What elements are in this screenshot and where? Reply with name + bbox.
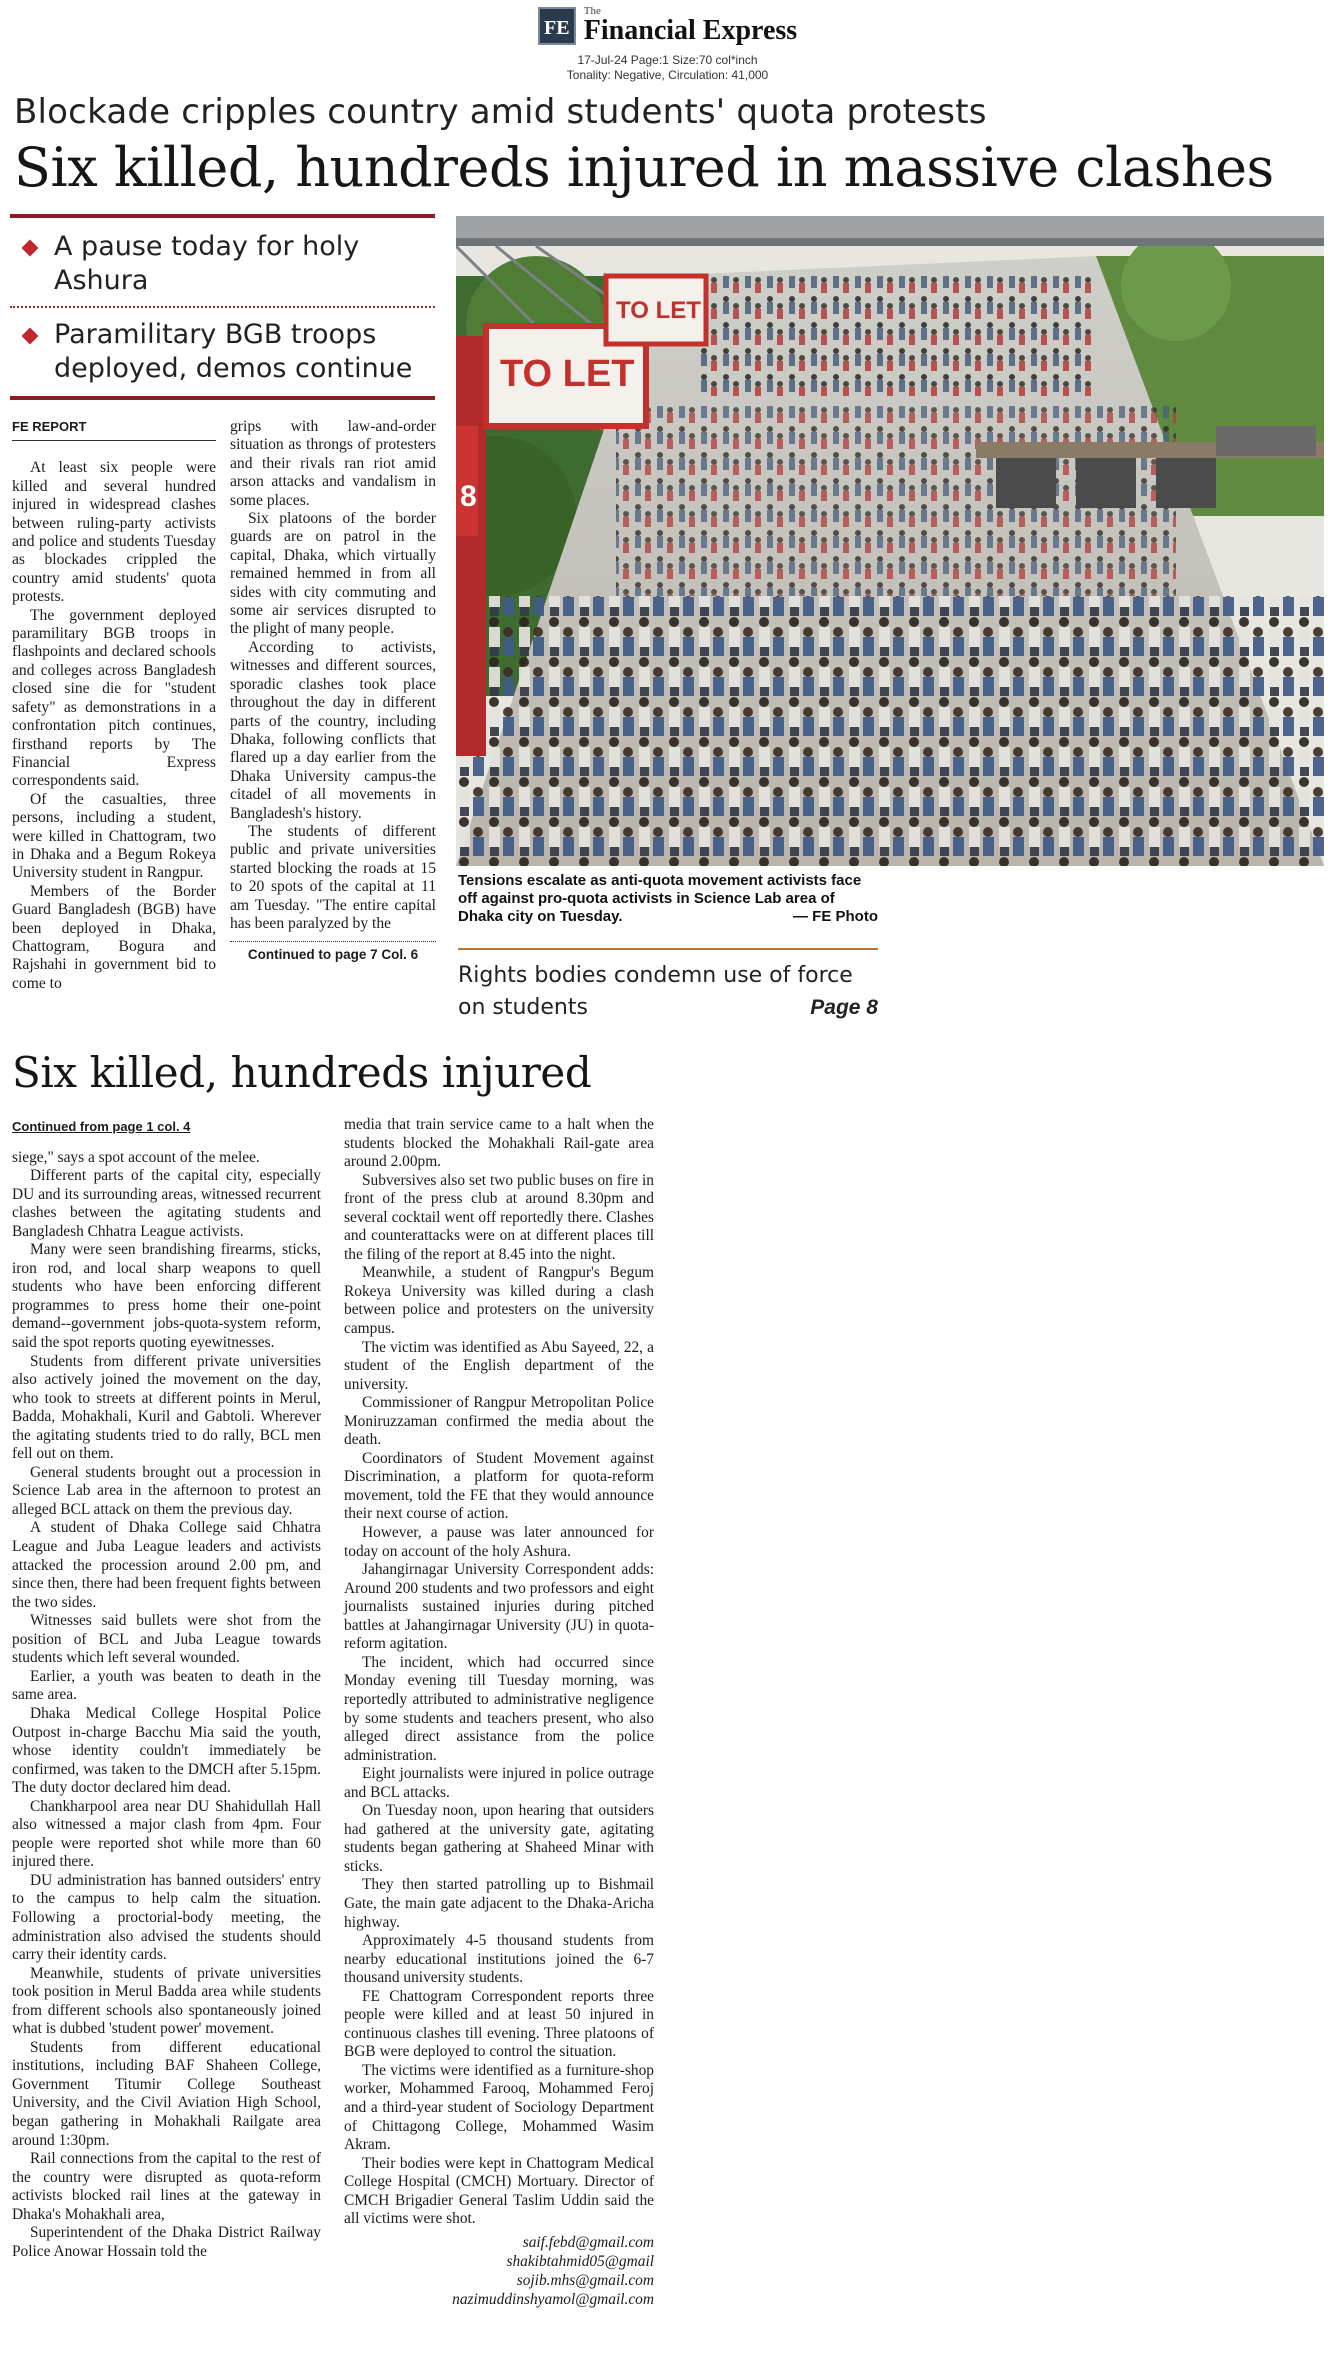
jump-column-2 <box>344 1116 654 2309</box>
paragraph: FE Chattogram Correspondent reports three people were killed and at least 50 injured in continuous clashes till evening. Three platoons of BGB were deployed to control the situation. <box>344 1987 654 2061</box>
paragraph: Subversives also set two public buses on fire in front of the press club at around 8.30pm and several cocktail went off reportedly there. Clashes and counterattacks were on at different places till the filing of the report at 8.45 into the night. <box>344 1171 654 1263</box>
continued-to-link[interactable]: Continued to page 7 Col. 6 <box>230 941 436 964</box>
paragraph: Witnesses said bullets were shot from the position of BCL and Juba League towards students which left several wounded. <box>12 1612 321 1667</box>
paragraph: siege," says a spot account of the melee. <box>12 1148 260 1166</box>
paragraph: Their bodies were kept in Chattogram Medical College Hospital (CMCH) Mortuary. Director of CMCH Brigadier General Taslim Uddin said the all victims were shot. <box>344 2154 654 2228</box>
paragraph: The victim was identified as Abu Sayeed, 22, a student of the English department of the university. <box>344 1338 654 1393</box>
paragraph: media that train service came to a halt when the students blocked the Mohakhali Rail-gate area around 2.00pm. <box>344 1116 654 1171</box>
to-let-sign-small: TO LET <box>616 297 701 324</box>
paragraph: According to activists, witnesses and different sources, sporadic clashes took place throughout the day in different parts of the country, including Dhaka, following conflicts that flared up a day earlier from the Dhaka University campus-the citadel of all movements in Bangladesh's history. <box>230 638 436 822</box>
highlights-box <box>10 214 435 400</box>
caption-text: Tensions escalate as anti-quota movement activists face off against pro-quota activists in Science Lab area of Dhaka city on Tuesday. <box>458 872 862 925</box>
fe-logo-mark: FE <box>538 7 576 45</box>
paragraph: The government deployed paramilitary BGB troops in flashpoints and declared schools and colleges across Bangladesh closed sine die for "student safety" as demonstrations in a confrontation pitch continues, firsthand reports by The Financial Express correspondents said. <box>12 606 216 790</box>
protest-scene-illustration <box>456 216 1324 866</box>
logo-name: Financial Express <box>583 15 798 46</box>
paragraph: The students of different public and private universities started blocking the roads at 15 to 20 spots of the capital at 11 am Tuesday. "The entire capital has been paralyzed by the <box>230 822 436 932</box>
continued-from-link[interactable]: Continued from page 1 col. 4 <box>12 1119 191 1134</box>
paragraph: Eight journalists were injured in police outrage and BCL attacks. <box>344 1765 654 1801</box>
main-headline: Six killed, hundreds injured in massive clashes <box>14 136 1274 199</box>
paragraph: Dhaka Medical College Hospital Police Outpost in-charge Bacchu Mia said the youth, whose identity couldn't immediately be confirmed, was taken to the DMCH after 5.15pm. The duty doctor declared him dead. <box>12 1704 321 1797</box>
paragraph: Jahangirnagar University Correspondent adds: Around 200 students and two professors and eight journalists sustained injuries during pitched battles at Jahangirnagar University (JU) in quota-reform agitation. <box>344 1561 654 1653</box>
news-photo <box>456 216 1324 866</box>
highlight-text: A pause today for holy Ashura <box>54 231 360 296</box>
paragraph: Members of the Border Guard Bangladesh (BGB) have been deployed in Dhaka, Chattogram, Bogura and Rajshahi in government bid to come to <box>12 882 216 992</box>
paragraph: Meanwhile, a student of Rangpur's Begum Rokeya University was killed during a clash between police and protesters on the university campus. <box>344 1264 654 1338</box>
paragraph: Chankharpool area near DU Shahidullah Hall also witnessed a major clash from 4pm. Four people were reported shot while more than 60 injured there. <box>12 1797 321 1871</box>
kicker-headline: Blockade cripples country amid students' quota protests <box>14 92 987 132</box>
masthead <box>0 4 1335 90</box>
paragraph: Students from different private universities also actively joined the movement on the day, who took to streets at different points in Merul, Badda, Mohakhali, Kuril and Gabtoli. Wherever the agitating students tried to do rally, BCL men fell out on them. <box>12 1352 321 1463</box>
email-link[interactable]: saif.febd@gmail.com <box>522 2233 654 2251</box>
paragraph: At least six people were killed and several hundred injured in widespread clashes between ruling-party activists and police and students Tuesday as blockades crippled the country amid students' quota protests. <box>12 459 216 606</box>
sign-number: 8 <box>460 480 477 513</box>
paragraph: They then started patrolling up to Bishmail Gate, the main gate adjacent to the Dhaka-Aricha highway. <box>344 1876 654 1931</box>
paragraph: Many were seen brandishing firearms, sticks, iron rod, and local sharp weapons to quell students who have been enforcing different programmes to press home their one-point demand--government jobs-quota-system reform, said the spot reports quoting eyewitnesses. <box>12 1241 321 1352</box>
paragraph: General students brought out a procession in Science Lab area in the afternoon to protest an alleged BCL attack on them the previous day. <box>12 1463 321 1518</box>
highlight-item <box>10 306 435 390</box>
paragraph: Superintendent of the Dhaka District Railway Police Anowar Hossain told the <box>12 2224 321 2260</box>
related-story-page[interactable]: Page 8 <box>810 996 878 1019</box>
email-link[interactable]: shakibtahmid05@gmail <box>506 2252 654 2270</box>
email-link[interactable]: sojib.mhs@gmail.com <box>516 2271 654 2289</box>
highlight-text: Paramilitary BGB troops deployed, demos continue <box>54 319 413 384</box>
paragraph: The victims were identified as a furniture-shop worker, Mohammed Farooq, Mohammed Feroj and a third-year student of Sociology Department of Chittagong College, Mohammed Wasim Akram. <box>344 2061 654 2154</box>
paragraph: On Tuesday noon, upon hearing that outsiders had gathered at the university gate, agitating students began gathering at Shaheed Minar with sticks. <box>344 1802 654 1875</box>
paragraph: Approximately 4-5 thousand students from nearby educational institutions joined the 6-7 thousand university students. <box>344 1932 654 1987</box>
highlight-item <box>10 226 435 302</box>
paragraph: Students from different educational institutions, including BAF Shaheen College, Government Titumir College Southeast University, and the Civil Aviation High School, began gathering in Mohakhali Railgate area around 1:30pm. <box>12 2038 321 2149</box>
front-column-1 <box>12 418 216 993</box>
paragraph: Six platoons of the border guards are on patrol in the capital, Dhaka, which virtually remained hemmed in from all sides with city commuting and some air services disrupted to the plight of many people. <box>230 510 436 638</box>
paragraph: The incident, which had occurred since Monday evening till Tuesday morning, was reportedly attributed to administrative negligence by some students and teachers present, who also alleged direct assistance from the police administration. <box>344 1653 654 1764</box>
photo-caption <box>458 872 878 926</box>
clipping-meta-tonality: Tonality: Negative, Circulation: 41,000 <box>566 68 769 82</box>
paragraph: Coordinators of Student Movement against Discrimination, a platform for quota-reform movement, told the FE that they would announce their next course of action. <box>344 1449 654 1523</box>
paragraph: A student of Dhaka College said Chhatra League and Juba League leaders and activists attacked the procession around 2.00 pm, and since then, there had been frequent fights between the two sides. <box>12 1519 321 1611</box>
paragraph: Different parts of the capital city, especially DU and its surrounding areas, witnessed recurrent clashes between the agitating students and Bangladesh Chhatra League activists. <box>12 1167 321 1240</box>
email-link[interactable]: nazimuddinshyamol@gmail.com <box>452 2290 654 2308</box>
paragraph: Commissioner of Rangpur Metropolitan Police Moniruzzaman confirmed the media about the death. <box>344 1394 654 1449</box>
jump-column-1 <box>12 1118 321 2261</box>
paragraph: Rail connections from the capital to the rest of the country were disrupted as quota-reform activists blocked rail lines at the gateway in Dhaka's Mohakhali area, <box>12 2150 321 2223</box>
paragraph: Earlier, a youth was beaten to death in the same area. <box>12 1667 321 1704</box>
logo-the: The <box>583 5 601 17</box>
related-story-teaser[interactable] <box>458 948 878 1024</box>
paragraph: grips with law-and-order situation as throngs of protesters and their rivals ran riot amid arson attacks and vandalism in some places. <box>230 418 436 509</box>
diamond-bullet-icon <box>22 328 39 345</box>
contributor-emails <box>344 2233 654 2309</box>
logo <box>0 6 1335 45</box>
clipping-meta-date: 17-Jul-24 Page:1 Size:70 col*inch <box>577 53 758 67</box>
byline: FE REPORT <box>12 418 216 441</box>
to-let-sign-large: TO LET <box>500 353 635 395</box>
jump-headline: Six killed, hundreds injured <box>12 1048 592 1097</box>
paragraph: Of the casualties, three persons, including a student, were killed in Chattogram, two in Dhaka and a Begum Rokeya University student in Rangpur. <box>12 790 216 882</box>
related-story-text: Rights bodies condemn use of force on students <box>458 963 853 1020</box>
paragraph: Meanwhile, students of private universities took position in Merul Badda area while students from different schools also spontaneously joined what is dubbed 'student power' movement. <box>12 1964 321 2038</box>
front-column-2 <box>230 418 436 965</box>
photo-credit: — FE Photo <box>793 908 878 925</box>
diamond-bullet-icon <box>22 240 39 257</box>
paragraph: DU administration has banned outsiders' entry to the campus to help calm the situation. Following a proctorial-body meeting, the administration also advised the students should carry their identity cards. <box>12 1871 321 1964</box>
paragraph: However, a pause was later announced for today on account of the holy Ashura. <box>344 1524 654 1560</box>
